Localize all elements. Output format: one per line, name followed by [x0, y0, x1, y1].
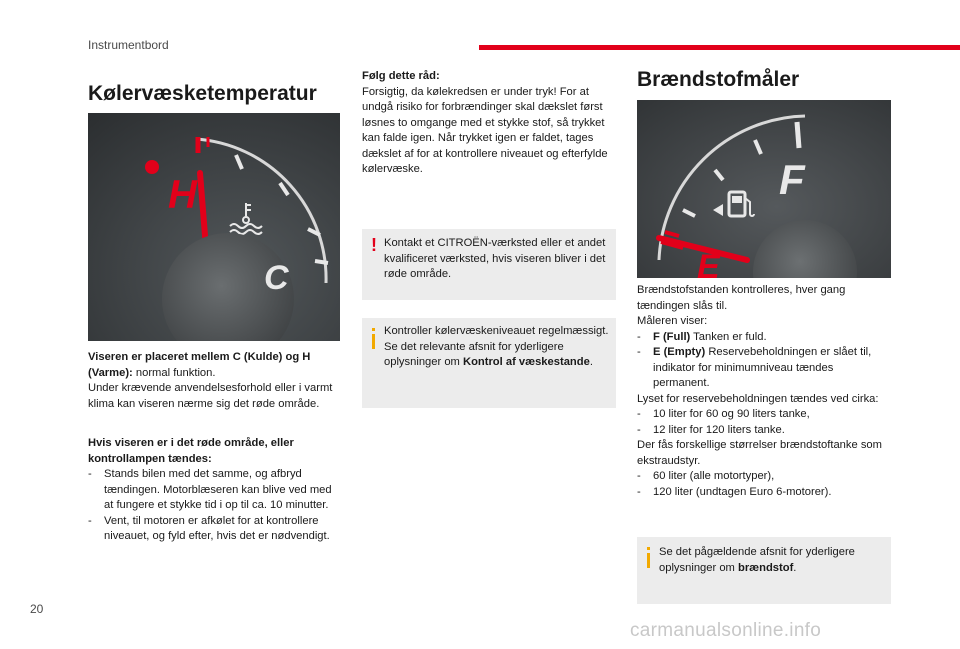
info-note-text: Se det pågældende afsnit for yderligere oplysninger om [659, 546, 855, 574]
list-item: - 10 liter for 60 og 90 liters tanke, [637, 408, 810, 420]
gauge-cold-label: C [264, 259, 289, 297]
watermark: carmanualsonline.info [630, 620, 822, 641]
list-item: - Vent, til motoren er afkølet for at kontrollere niveauet, og fyld efter, hvis det er nødvendigt. [88, 514, 330, 542]
coolant-title: Kølervæsketemperatur [88, 82, 317, 105]
warning-exclamation-icon: ! [371, 235, 377, 255]
coolant-gauge-image [88, 113, 340, 341]
info-note-fuel: Se det pågældende afsnit for yderligere oplysninger om brændstof. [637, 537, 891, 604]
list-item: - 60 liter (alle motortyper), [637, 470, 775, 482]
coolant-gauge-graphic [88, 113, 340, 341]
info-note-link: Kontrol af væskestande [462, 356, 590, 368]
gauge-empty-label: E [697, 248, 720, 278]
gauge-hot-label: H [168, 173, 197, 217]
info-note-text-a: Kontroller kølervæskeniveauet regelmæssigt. [384, 325, 609, 337]
list-item: - F (Full) Tanken er fuld. [637, 330, 767, 343]
header-accent-bar [479, 45, 960, 50]
list-item: - 120 liter (undtagen Euro 6-motorer). [637, 485, 832, 498]
info-icon [372, 334, 375, 349]
info-note-text-b: Se det relevante afsnit for yderligere oplysninger om [384, 340, 564, 368]
warning-note-text: Kontakt et CITROËN-værksted eller et andet kvalificeret værksted, hvis viseren bliver i det røde område. [384, 237, 606, 280]
advice-heading: Følg dette råd: [362, 70, 440, 82]
normal-heading: Viseren er placeret mellem C (Kulde) og H (Varme): [88, 351, 311, 379]
normal-heading-rest: normal funktion. [132, 366, 216, 379]
info-note-link: brændstof [737, 561, 794, 574]
fuel-tank-heading: Der fås forskellige størrelser brændstoftanke som ekstraudstyr. [637, 439, 882, 467]
page-number: 20 [30, 602, 44, 616]
fuel-gauge-graphic [637, 100, 891, 278]
red-zone-heading: Hvis viseren er i det røde område, eller kontrollampen tændes: [88, 437, 294, 465]
section-label: Instrumentbord [88, 38, 169, 52]
warning-note [362, 229, 616, 300]
normal-text: Under krævende anvendelsesforhold eller i varmt klima kan viseren nærme sig det røde område. [88, 382, 333, 410]
fuel-gauge-image [637, 100, 891, 278]
info-icon [647, 553, 650, 568]
list-item: - Stands bilen med det samme, og afbryd tændingen. Motorblæseren kan blive ved med at fungere et stykke tid i op til ca. 10 minutter. [88, 468, 332, 511]
gauge-full-label: F [779, 156, 805, 203]
coolant-red-block [88, 436, 343, 545]
coolant-normal-block [88, 350, 343, 412]
fuel-text-block [637, 283, 892, 500]
fuel-reserve-heading: Lyset for reservebeholdningen tændes ved cirka: [637, 392, 879, 405]
advice-block [362, 69, 620, 178]
list-item: - E (Empty) Reservebeholdningen er slået til, indikator for minimumniveau tændes permanent. [637, 346, 872, 389]
list-item: - 12 liter for 120 liters tanke. [637, 423, 785, 436]
fuel-intro: Brændstofstanden kontrolleres, hver gang tændingen slås til. [637, 284, 846, 312]
fuel-title: Brændstofmåler [637, 68, 800, 91]
fuel-reading-heading: Måleren viser: [637, 315, 708, 327]
info-note-coolant: Kontroller kølervæskeniveauet regelmæssigt. Se det relevante afsnit for yderligere oplysninger om Kontrol af væskestande. [362, 318, 616, 408]
advice-text: Forsigtig, da kølekredsen er under tryk! For at undgå risiko for forbrændinger skal dækslet først løsnes to omgange med et stykke stof, så trykket kan falde igen. Når trykket igen er faldet, tages dækslet af for at kontrollere niveauet og efterfylde kølervæske. [362, 85, 608, 175]
warning-lamp-icon [145, 160, 159, 174]
